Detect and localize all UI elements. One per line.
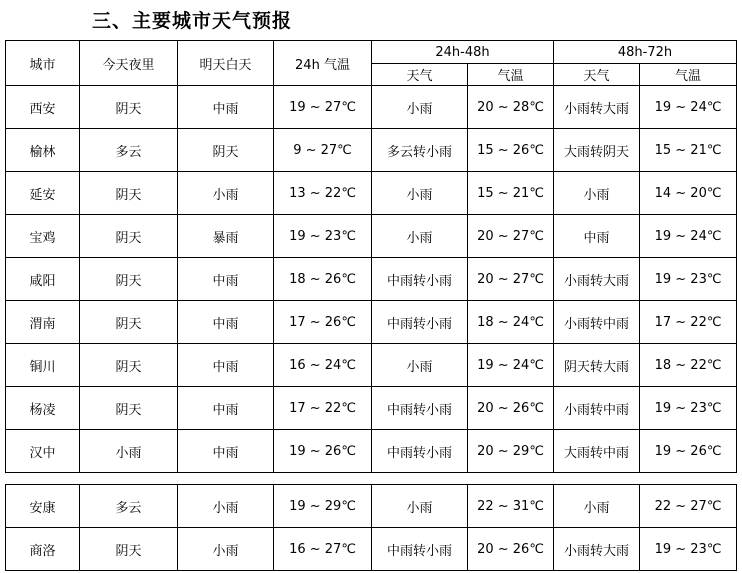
cell-tomorrow: 小雨 xyxy=(178,485,274,528)
cell-temp-72h: 19 ~ 23℃ xyxy=(640,528,737,571)
cell-tomorrow: 小雨 xyxy=(178,172,274,215)
cell-city: 商洛 xyxy=(6,528,80,571)
cell-weather-48h: 中雨转小雨 xyxy=(372,258,468,301)
table-row xyxy=(6,258,737,301)
cell-tonight: 阴天 xyxy=(80,215,178,258)
forecast-table xyxy=(5,40,737,473)
cell-tonight: 阴天 xyxy=(80,86,178,129)
cell-weather-72h: 小雨转中雨 xyxy=(554,301,640,344)
cell-weather-48h: 小雨 xyxy=(372,172,468,215)
header-range-24-48: 24h-48h xyxy=(372,41,554,64)
cell-temp-48h: 15 ~ 21℃ xyxy=(468,172,554,215)
table-row xyxy=(6,387,737,430)
cell-city: 延安 xyxy=(6,172,80,215)
cell-tomorrow: 中雨 xyxy=(178,387,274,430)
cell-weather-48h: 中雨转小雨 xyxy=(372,387,468,430)
forecast-table-extra xyxy=(5,484,737,571)
cell-weather-72h: 小雨转大雨 xyxy=(554,86,640,129)
cell-temp-48h: 20 ~ 26℃ xyxy=(468,387,554,430)
header-city: 城市 xyxy=(6,41,80,86)
cell-city: 铜川 xyxy=(6,344,80,387)
cell-city: 渭南 xyxy=(6,301,80,344)
header-tonight: 今天夜里 xyxy=(80,41,178,86)
cell-weather-72h: 阴天转大雨 xyxy=(554,344,640,387)
cell-city: 杨凌 xyxy=(6,387,80,430)
cell-temp-72h: 22 ~ 27℃ xyxy=(640,485,737,528)
cell-temp-24h: 19 ~ 27℃ xyxy=(274,86,372,129)
subheader-temp-48: 气温 xyxy=(468,64,554,86)
cell-temp-48h: 20 ~ 27℃ xyxy=(468,215,554,258)
cell-temp-72h: 15 ~ 21℃ xyxy=(640,129,737,172)
cell-weather-72h: 小雨 xyxy=(554,172,640,215)
cell-weather-48h: 中雨转小雨 xyxy=(372,301,468,344)
cell-city: 西安 xyxy=(6,86,80,129)
cell-weather-48h: 小雨 xyxy=(372,86,468,129)
header-row xyxy=(6,41,737,64)
cell-temp-48h: 22 ~ 31℃ xyxy=(468,485,554,528)
cell-tomorrow: 中雨 xyxy=(178,86,274,129)
cell-tonight: 阴天 xyxy=(80,528,178,571)
cell-tonight: 多云 xyxy=(80,485,178,528)
table-row xyxy=(6,528,737,571)
cell-tomorrow: 暴雨 xyxy=(178,215,274,258)
cell-weather-48h: 小雨 xyxy=(372,485,468,528)
table-row xyxy=(6,172,737,215)
cell-temp-72h: 17 ~ 22℃ xyxy=(640,301,737,344)
cell-weather-48h: 小雨 xyxy=(372,215,468,258)
cell-city: 安康 xyxy=(6,485,80,528)
cell-tomorrow: 小雨 xyxy=(178,528,274,571)
cell-temp-72h: 14 ~ 20℃ xyxy=(640,172,737,215)
cell-temp-24h: 16 ~ 27℃ xyxy=(274,528,372,571)
cell-weather-72h: 小雨转大雨 xyxy=(554,258,640,301)
cell-tomorrow: 阴天 xyxy=(178,129,274,172)
cell-city: 榆林 xyxy=(6,129,80,172)
cell-city: 汉中 xyxy=(6,430,80,473)
cell-weather-48h: 中雨转小雨 xyxy=(372,528,468,571)
header-temp-24h: 24h 气温 xyxy=(274,41,372,86)
table-row xyxy=(6,344,737,387)
table-row xyxy=(6,129,737,172)
cell-temp-48h: 15 ~ 26℃ xyxy=(468,129,554,172)
cell-tonight: 小雨 xyxy=(80,430,178,473)
cell-temp-24h: 17 ~ 22℃ xyxy=(274,387,372,430)
cell-temp-72h: 19 ~ 23℃ xyxy=(640,387,737,430)
cell-temp-72h: 19 ~ 26℃ xyxy=(640,430,737,473)
cell-temp-48h: 20 ~ 28℃ xyxy=(468,86,554,129)
cell-tomorrow: 中雨 xyxy=(178,258,274,301)
cell-tonight: 阴天 xyxy=(80,258,178,301)
cell-weather-72h: 小雨 xyxy=(554,485,640,528)
cell-temp-24h: 19 ~ 23℃ xyxy=(274,215,372,258)
cell-city: 宝鸡 xyxy=(6,215,80,258)
cell-temp-48h: 18 ~ 24℃ xyxy=(468,301,554,344)
cell-weather-72h: 大雨转阴天 xyxy=(554,129,640,172)
table-row xyxy=(6,86,737,129)
cell-temp-72h: 18 ~ 22℃ xyxy=(640,344,737,387)
page-title: 三、主要城市天气预报 xyxy=(92,10,293,32)
cell-weather-72h: 大雨转中雨 xyxy=(554,430,640,473)
cell-tonight: 阴天 xyxy=(80,172,178,215)
cell-tomorrow: 中雨 xyxy=(178,430,274,473)
cell-temp-24h: 19 ~ 26℃ xyxy=(274,430,372,473)
cell-temp-24h: 17 ~ 26℃ xyxy=(274,301,372,344)
cell-weather-72h: 中雨 xyxy=(554,215,640,258)
cell-tonight: 阴天 xyxy=(80,387,178,430)
cell-tonight: 多云 xyxy=(80,129,178,172)
cell-temp-48h: 20 ~ 26℃ xyxy=(468,528,554,571)
header-range-48-72: 48h-72h xyxy=(554,41,737,64)
cell-temp-24h: 13 ~ 22℃ xyxy=(274,172,372,215)
cell-temp-72h: 19 ~ 24℃ xyxy=(640,215,737,258)
cell-weather-48h: 多云转小雨 xyxy=(372,129,468,172)
cell-tonight: 阴天 xyxy=(80,301,178,344)
table-row xyxy=(6,485,737,528)
cell-temp-24h: 19 ~ 29℃ xyxy=(274,485,372,528)
cell-temp-24h: 18 ~ 26℃ xyxy=(274,258,372,301)
cell-tomorrow: 中雨 xyxy=(178,301,274,344)
header-tomorrow: 明天白天 xyxy=(178,41,274,86)
table-row xyxy=(6,430,737,473)
cell-temp-72h: 19 ~ 24℃ xyxy=(640,86,737,129)
cell-temp-24h: 16 ~ 24℃ xyxy=(274,344,372,387)
subheader-temp-72: 气温 xyxy=(640,64,737,86)
cell-city: 咸阳 xyxy=(6,258,80,301)
cell-temp-72h: 19 ~ 23℃ xyxy=(640,258,737,301)
table-row xyxy=(6,301,737,344)
subheader-weather-72: 天气 xyxy=(554,64,640,86)
cell-tonight: 阴天 xyxy=(80,344,178,387)
cell-temp-48h: 20 ~ 29℃ xyxy=(468,430,554,473)
cell-temp-24h: 9 ~ 27℃ xyxy=(274,129,372,172)
cell-weather-48h: 中雨转小雨 xyxy=(372,430,468,473)
cell-weather-48h: 小雨 xyxy=(372,344,468,387)
subheader-weather-48: 天气 xyxy=(372,64,468,86)
table-row xyxy=(6,215,737,258)
cell-tomorrow: 中雨 xyxy=(178,344,274,387)
cell-weather-72h: 小雨转大雨 xyxy=(554,528,640,571)
cell-weather-72h: 小雨转中雨 xyxy=(554,387,640,430)
cell-temp-48h: 19 ~ 24℃ xyxy=(468,344,554,387)
cell-temp-48h: 20 ~ 27℃ xyxy=(468,258,554,301)
